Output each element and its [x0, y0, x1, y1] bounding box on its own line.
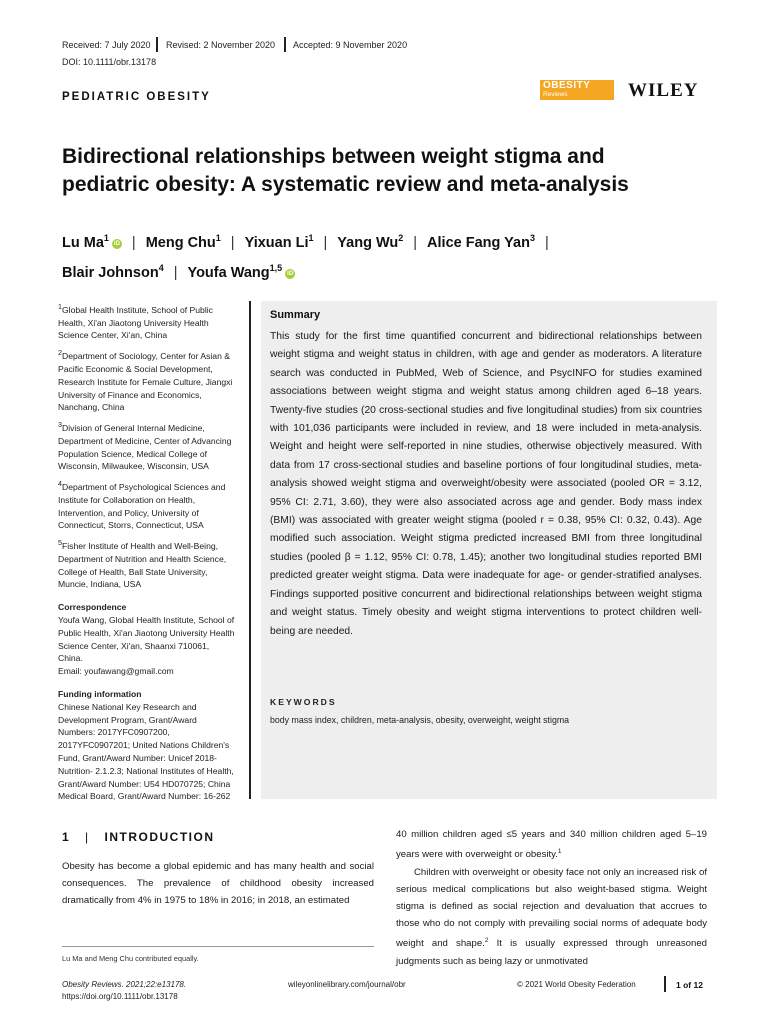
author-affil-sup: 1,5	[269, 262, 283, 273]
author-affil-sup: 1	[215, 233, 221, 243]
author-affil-sup: 2	[398, 233, 404, 243]
affiliations-column	[58, 301, 236, 808]
doi: DOI: 10.1111/obr.13178	[62, 57, 157, 67]
correspondence-heading: Correspondence	[58, 602, 127, 613]
intro-paragraph	[396, 826, 707, 864]
affiliation-text: Global Health Institute, School of Public Health, Xi'an Jiaotong University Health Science Center, Xi'an, China	[58, 304, 213, 341]
section-label: PEDIATRIC OBESITY	[62, 91, 211, 103]
affiliation	[58, 478, 236, 532]
affiliation-sup: 5	[58, 539, 62, 548]
author[interactable]	[245, 235, 314, 251]
footer-site-link[interactable]: wileyonlinelibrary.com/journal/obr	[288, 980, 406, 989]
accepted-date: Accepted: 9 November 2020	[293, 40, 408, 50]
affiliation	[58, 419, 236, 473]
section-number: 1	[62, 830, 71, 844]
header-divider	[156, 37, 158, 52]
affiliation-text: Department of Sociology, Center for Asian & Pacific Economic & Social Development, Research Institute for Female Culture, Jiangxi University of Finance and Economics, Nanchang, China	[58, 351, 233, 413]
summary-text: This study for the first time quantified concurrent and bidirectional relationships between weight stigma and weight status in children, with age and gender as moderators. A literature search was conducted in PubMed, Web of Science, and PsycINFO for studies examined associations between weight stigma and weight status among children aged 6–18 years. Twenty-five studies (20 cross-sectional studies and five longitudinal studies) from six countries with 101,036 participants were included in review, and 18 were included in meta-analysis. Weight and height were self-reported in nine studies, otherwise objectively measured. With data from 17 cross-sectional studies and baseline portions of four longitudinal studies, meta-analysis showed weight stigma and overweight/obesity were associated (pooled OR = 3.12, 95% CI: 2.71, 3.60), they were also associated across age and gender. Body mass index (BMI) was associated with greater weight stigma (pooled r = 0.38, 95% CI: 0.32, 0.43). Age modified such association. Weight stigma predicted increased BMI from three longitudinal studies (pooled β = 1.12, 95% CI: 0.78, 1.45); another two longitudinal studies reported BMI predicted greater weight stigma. Data were inadequate for age- or gender-stratified analyses. Findings supported positive concurrent and bidirectional relationships between weight stigma and weight status. Timely obesity and weight stigma interventions to protect children well-being are needed.	[270, 331, 702, 637]
publisher-logo: WILEY	[628, 80, 699, 101]
journal-citation: Obesity Reviews. 2021;22:e13178.	[62, 980, 187, 989]
affiliation	[58, 537, 236, 591]
footer-doi-link[interactable]: https://doi.org/10.1111/obr.13178	[62, 992, 178, 1001]
section-bar: |	[85, 830, 90, 844]
title-line: pediatric obesity: A systematic review and meta-analysis	[62, 173, 629, 196]
revised-date: Revised: 2 November 2020	[166, 40, 276, 50]
correspondence-email[interactable]: Email: youfawang@gmail.com	[58, 666, 174, 677]
affiliation-sup: 2	[58, 349, 62, 358]
article-title	[62, 143, 702, 199]
received-date: Received: 7 July 2020	[62, 40, 151, 50]
intro-text: 40 million children aged ≤5 years and 340 million children aged 5–19 years were with overweight or obesity.	[396, 829, 707, 861]
affiliation	[58, 301, 236, 342]
author[interactable]	[146, 235, 221, 251]
title-line: Bidirectional relationships between weight stigma and	[62, 145, 605, 168]
author-line	[62, 256, 702, 286]
footnote-rule	[62, 946, 374, 947]
footnote: Lu Ma and Meng Chu contributed equally.	[62, 954, 199, 963]
section-heading	[62, 830, 215, 844]
author-affil-sup: 4	[158, 262, 164, 273]
intro-text: Children with overweight or obesity face not only an increased risk of serious medical complications but also weight-based stigma. Weight stigma is defined as social rejection and devaluation that accrues to those who do not comply with prevailing social norms of adequate body weight and shape.	[396, 866, 707, 950]
affiliation-sup: 3	[58, 421, 62, 430]
author[interactable]	[62, 262, 164, 281]
author-affil-sup: 3	[529, 233, 535, 243]
journal-logo	[540, 80, 614, 100]
intro-text: It is usually expressed through unreasoned judgments such as being lazy or unmotivated	[396, 938, 708, 967]
author-separator: |	[230, 234, 235, 251]
author-line	[62, 226, 702, 256]
journal-logo-subtitle: Reviews	[543, 91, 568, 98]
intro-column-2	[396, 826, 707, 970]
intro-paragraph	[396, 864, 707, 970]
affiliation-text: Fisher Institute of Health and Well-Being, Department of Nutrition and Health Science, College of Health, Ball State University, Muncie, Indiana, USA	[58, 541, 227, 590]
author-affil-sup: 1	[103, 233, 109, 243]
summary-heading: Summary	[270, 309, 321, 321]
author-name: Yang Wu	[337, 234, 399, 251]
author-name: Meng Chu	[145, 234, 216, 251]
citation-sup[interactable]: 1	[557, 848, 562, 856]
intro-paragraph: Obesity has become a global epidemic and has many health and social consequences. The prevalence of childhood obesity increased dramatically from 4% in 1975 to 18% in 2016; in 2018, an estimated	[62, 861, 374, 907]
author[interactable]	[187, 262, 295, 281]
author-separator: |	[323, 234, 328, 251]
author-separator: |	[173, 264, 178, 281]
abstract-box	[261, 301, 717, 799]
affiliation-sup: 1	[58, 303, 62, 311]
funding-text: Chinese National Key Research and Development Program, Grant/Award Numbers: 2017YFC0907200, 2017YFC0907201; United Nations Children's Fund, Grant/Award Number: Unicef 2018-Nutrition- 2.1.2.3; National Institutes of Health, Grant/Award Number: U54 HD070725; China Medical Board, Grant/Award Number: 16-262	[58, 701, 234, 802]
affiliation-text: Department of Psychological Sciences and Institute for Collaboration on Health, Intervention, and Policy, University of Connecticut, Storrs, Connecticut, USA	[58, 482, 226, 531]
keywords: body mass index, children, meta-analysis, obesity, overweight, weight stigma	[270, 715, 570, 725]
affiliation-text: Division of General Internal Medicine, Department of Medicine, Center of Advancing Population Science, Medical College of Wisconsin, Milwaukee, Wisconsin, USA	[58, 422, 232, 472]
author-separator: |	[131, 234, 136, 251]
author[interactable]	[337, 235, 403, 251]
author-name: Blair Johnson	[62, 264, 159, 281]
author-list	[62, 226, 702, 286]
journal-logo-title: OBESITY	[543, 80, 591, 91]
column-divider	[249, 301, 251, 799]
author-name: Lu Ma	[62, 234, 104, 251]
correspondence-text: Youfa Wang, Global Health Institute, School of Public Health, Xi'an Jiaotong University Health Science Center, Xi'an, Shaanxi 710061, China.	[58, 615, 235, 664]
funding-heading: Funding information	[58, 689, 142, 700]
affiliation	[58, 347, 236, 414]
orcid-icon[interactable]: iD	[113, 240, 120, 247]
author-affil-sup: 1	[308, 233, 314, 243]
orcid-icon[interactable]: iD	[287, 270, 294, 277]
section-title: INTRODUCTION	[104, 830, 215, 844]
author-name: Alice Fang Yan	[427, 234, 530, 251]
author-name: Yixuan Li	[244, 234, 309, 251]
author[interactable]	[427, 235, 535, 251]
footer-divider	[664, 976, 666, 992]
footer-citation	[62, 980, 186, 1001]
author[interactable]	[62, 235, 122, 251]
author-name: Youfa Wang	[187, 264, 270, 281]
copyright: © 2021 World Obesity Federation	[517, 980, 636, 989]
page-number: 1 of 12	[676, 980, 703, 990]
citation-sup[interactable]: 2	[484, 937, 489, 945]
author-separator: |	[413, 234, 418, 251]
affiliation-sup: 4	[58, 480, 62, 489]
author-separator: |	[544, 234, 549, 251]
keywords-heading: KEYWORDS	[270, 697, 337, 707]
header-divider	[284, 37, 286, 52]
